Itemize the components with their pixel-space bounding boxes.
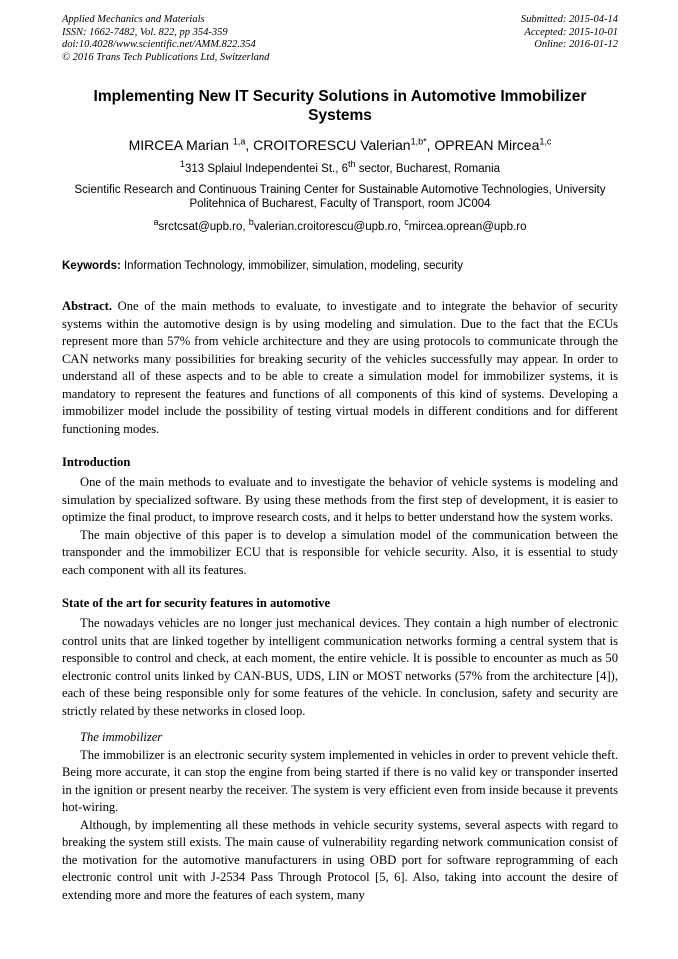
journal-doi: doi:10.4028/www.scientific.net/AMM.822.354 [62, 39, 256, 50]
authors-line [62, 137, 618, 153]
submitted-date: Submitted: 2015-04-14 [520, 14, 618, 25]
journal-info [62, 14, 269, 64]
paragraph: Although, by implementing all these methods in vehicle security systems, several aspects with regard to breaking the system still exists. The main cause of vulnerability regarding network communication consist of the motivation for the automotive manufacturers in using OBD port for software reprogramming of each electronic control unit with J-2534 Pass Through Protocol [5, 6]. Also, taking into account the desire of extending more and more the features of each system, many [62, 817, 618, 902]
keywords-text: Information Technology, immobilizer, simulation, modeling, security [120, 260, 463, 272]
paragraph: The immobilizer is an electronic security system implemented in vehicles in order to prevent vehicle theft. Being more accurate, it can stop the engine from being started if there is no valid key or transponder inserted in the ignition or present nearby the receiver. The system is very efficient even from inside because it prevents hot-wiring. [62, 747, 618, 814]
affiliation-address [62, 159, 618, 176]
affiliation-address-text: sector, Bucharest, Romania [355, 163, 501, 175]
affiliation-mark: 1 [179, 159, 185, 170]
section-introduction [62, 455, 618, 579]
email-mark: b [248, 217, 254, 228]
author-emails [62, 217, 618, 234]
paragraph: One of the main methods to evaluate and to investigate the behavior of vehicle systems is modeling and simulation by specialized software. By using these methods from the first step of development, it is easier to optimize the final product, to improve research costs, and it helps to better understand how the system works. [62, 475, 618, 524]
section-heading: State of the art for security features in automotive [62, 596, 331, 610]
author-affiliation-mark: 1,c [539, 136, 552, 147]
section-heading: Introduction [62, 455, 131, 469]
keywords-line [62, 259, 618, 273]
abstract [62, 298, 618, 438]
email-separator: , [397, 221, 405, 233]
keywords-label: Keywords: [62, 260, 121, 272]
abstract-text: One of the main methods to evaluate, to investigate and to integrate the behavior of security systems within the automotive design is by using modeling and simulation. Due to the fact that the ECUs represent more than 57% from vehicle architecture and they are using protocols to communicate through the CAN networks many possibilities for breaking security of the vehicles successfully may appear. In order to understand all of these aspects and to be able to create a simulation model for immobilizer systems, it is mandatory to represent the features and functions of all components of this kind of systems. Developing a immobilizer model include the possibility of testing virtual models in different conditions and for different functioning modes. [62, 299, 618, 436]
subsection-heading: The immobilizer [80, 730, 163, 744]
author-name: OPREAN Mircea [434, 137, 540, 153]
paper-title: Implementing New IT Security Solutions in Automotive Immobilizer Systems [93, 88, 587, 124]
journal-header [62, 14, 618, 64]
email-address: mircea.oprean@upb.ro [408, 221, 527, 233]
paragraph: The nowadays vehicles are no longer just mechanical devices. They contain a high number of electronic control units that are linked together by intelligent communication networks forming a central system that is responsible to control and check, at each moment, the entire vehicle. It is possible to encounter as much as 50 electronic control units linked by CAN-BUS, UDS, LIN or MOST networks (57% from the architecture [4]), each of these being responsible only for some features of the vehicle. In conclusion, safety and security are strictly related by these networks in closed loop. [62, 616, 618, 718]
author-affiliation-mark: 1,a [232, 136, 246, 147]
journal-copyright: © 2016 Trans Tech Publications Ltd, Switzerland [62, 51, 270, 63]
journal-name: Applied Mechanics and Materials [62, 14, 205, 25]
email-separator: , [242, 221, 249, 233]
abstract-label: Abstract. [62, 299, 113, 313]
section-state-of-the-art [62, 596, 618, 904]
online-date: Online: 2016-01-12 [534, 39, 618, 50]
author-name: CROITORESCU Valerian [253, 137, 411, 153]
email-address: valerian.croitorescu@upb.ro [253, 221, 398, 233]
email-address: srctcsat@upb.ro [158, 221, 243, 233]
affiliation-address-text: 313 Splaiul Independentei St., 6 [184, 163, 349, 175]
author-separator: , [426, 137, 435, 153]
email-mark: c [404, 217, 409, 228]
author-separator: , [245, 137, 254, 153]
ordinal-superscript: th [348, 159, 356, 170]
affiliation-institution: Scientific Research and Continuous Training Center for Sustainable Automotive Technologies, University Politehnica of Bucharest, Faculty of Transport, room JC004 [74, 184, 606, 210]
accepted-date: Accepted: 2015-10-01 [524, 26, 618, 38]
paragraph: The main objective of this paper is to develop a simulation model of the communication between the transponder and the immobilizer ECU that is responsible for vehicle security. Also, it is essential to study each component with all its features. [62, 527, 618, 577]
email-mark: a [153, 217, 159, 228]
submission-info [521, 14, 618, 64]
author-name: MIRCEA Marian [128, 137, 233, 153]
journal-issn-volume: ISSN: 1662-7482, Vol. 822, pp 354-359 [62, 26, 228, 38]
author-affiliation-mark: 1,b* [410, 136, 427, 147]
